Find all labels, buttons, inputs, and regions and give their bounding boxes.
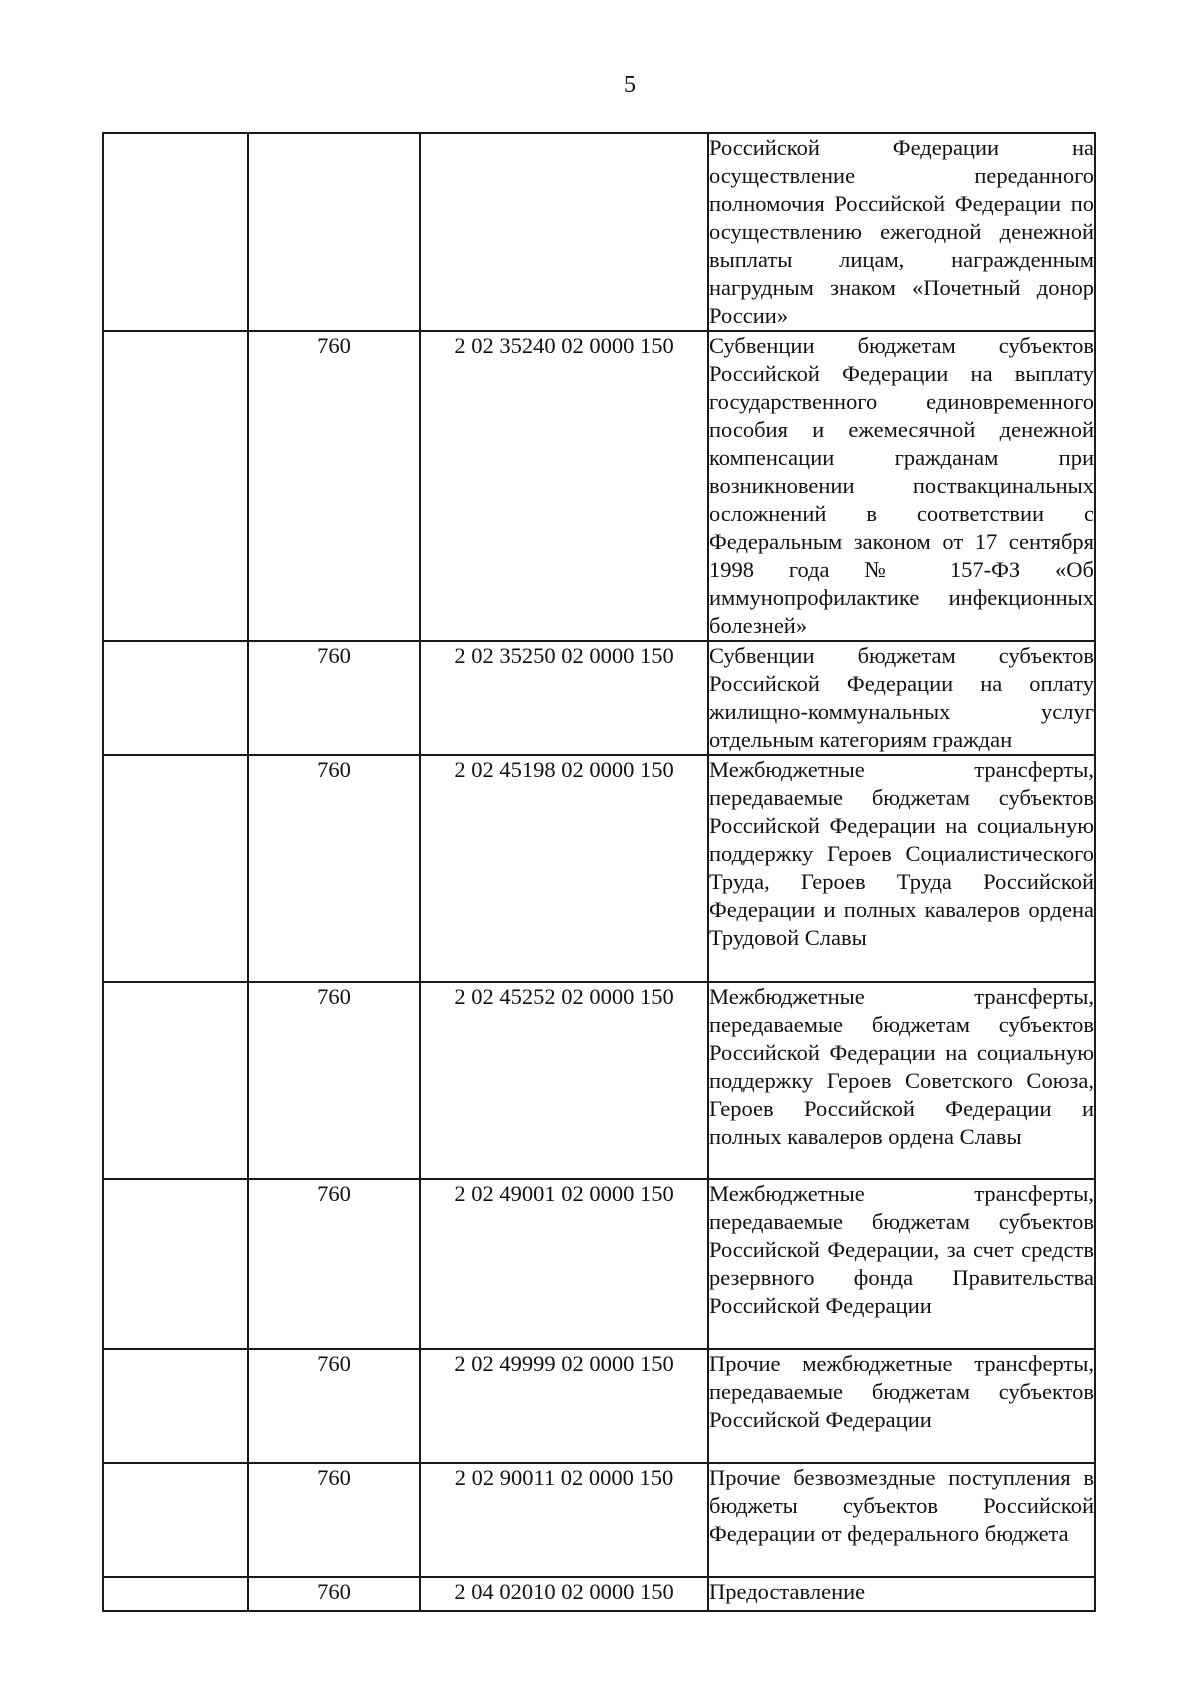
description-text: Прочие межбюджетные трансферты, передаваемые бюджетам субъектов Российской Федерации — [709, 1351, 1094, 1432]
description-cell — [708, 1349, 1095, 1463]
budget-code-cell: 2 02 35250 02 0000 150 — [420, 641, 708, 755]
row-number-cell — [103, 641, 248, 755]
table-row — [103, 1577, 1095, 1611]
description-text: Предоставление — [709, 1579, 866, 1604]
admin-code-cell: 760 — [248, 982, 420, 1179]
description-cell — [708, 1463, 1095, 1577]
row-number-cell — [103, 1179, 248, 1349]
description-text: Межбюджетные трансферты, передаваемые бюджетам субъектов Российской Федерации на социальную поддержку Героев Социалистического Труда, Героев Труда Российской Федерации и полных кавалеров ордена Трудовой Славы — [709, 757, 1094, 950]
table-row — [103, 755, 1095, 982]
admin-code-cell: 760 — [248, 1179, 420, 1349]
row-number-cell — [103, 1463, 248, 1577]
admin-code-cell — [248, 133, 420, 331]
description-cell — [708, 133, 1095, 331]
table-row — [103, 331, 1095, 641]
description-text: Российской Федерации на осуществление переданного полномочия Российской Федерации по осуществлению ежегодной денежной выплаты лицам, награжденным нагрудным знаком «Почетный донор России» — [709, 135, 1094, 328]
admin-code-cell: 760 — [248, 1349, 420, 1463]
admin-code-cell: 760 — [248, 755, 420, 982]
budget-code-cell: 2 02 45252 02 0000 150 — [420, 982, 708, 1179]
table-row — [103, 1179, 1095, 1349]
row-number-cell — [103, 1577, 248, 1611]
budget-code-cell — [420, 133, 708, 331]
budget-code-cell: 2 02 35240 02 0000 150 — [420, 331, 708, 641]
description-text: Межбюджетные трансферты, передаваемые бюджетам субъектов Российской Федерации на социальную поддержку Героев Советского Союза, Героев Российской Федерации и полных кавалеров ордена Славы — [709, 984, 1094, 1149]
page-number: 5 — [624, 72, 636, 98]
description-text: Субвенции бюджетам субъектов Российской Федерации на оплату жилищно-коммунальных услуг отдельным категориям граждан — [709, 643, 1094, 752]
table-row — [103, 1349, 1095, 1463]
budget-classification-table — [102, 132, 1096, 1612]
description-text: Межбюджетные трансферты, передаваемые бюджетам субъектов Российской Федерации, за счет средств резервного фонда Правительства Российской Федерации — [709, 1181, 1094, 1318]
table-row — [103, 982, 1095, 1179]
budget-code-cell: 2 02 49001 02 0000 150 — [420, 1179, 708, 1349]
table-row — [103, 1463, 1095, 1577]
description-text: Прочие безвозмездные поступления в бюджеты субъектов Российской Федерации от федерального бюджета — [709, 1465, 1094, 1546]
budget-code-cell: 2 04 02010 02 0000 150 — [420, 1577, 708, 1611]
description-cell — [708, 755, 1095, 982]
description-cell — [708, 982, 1095, 1179]
admin-code-cell: 760 — [248, 1577, 420, 1611]
budget-code-cell: 2 02 49999 02 0000 150 — [420, 1349, 708, 1463]
description-cell — [708, 1577, 1095, 1611]
budget-code-cell: 2 02 90011 02 0000 150 — [420, 1463, 708, 1577]
row-number-cell — [103, 755, 248, 982]
admin-code-cell: 760 — [248, 1463, 420, 1577]
table-row — [103, 133, 1095, 331]
budget-code-cell: 2 02 45198 02 0000 150 — [420, 755, 708, 982]
description-cell — [708, 331, 1095, 641]
row-number-cell — [103, 331, 248, 641]
description-text: Субвенции бюджетам субъектов Российской Федерации на выплату государственного единовременного пособия и ежемесячной денежной компенсации гражданам при возникновении поствакцинальных осложнений в соответствии с Федеральным законом от 17 сентября 1998 года № 157-ФЗ «Об иммунопрофилактике инфекционных болезней» — [709, 333, 1094, 638]
admin-code-cell: 760 — [248, 641, 420, 755]
description-cell — [708, 641, 1095, 755]
row-number-cell — [103, 982, 248, 1179]
row-number-cell — [103, 133, 248, 331]
row-number-cell — [103, 1349, 248, 1463]
table-row — [103, 641, 1095, 755]
admin-code-cell: 760 — [248, 331, 420, 641]
description-cell — [708, 1179, 1095, 1349]
